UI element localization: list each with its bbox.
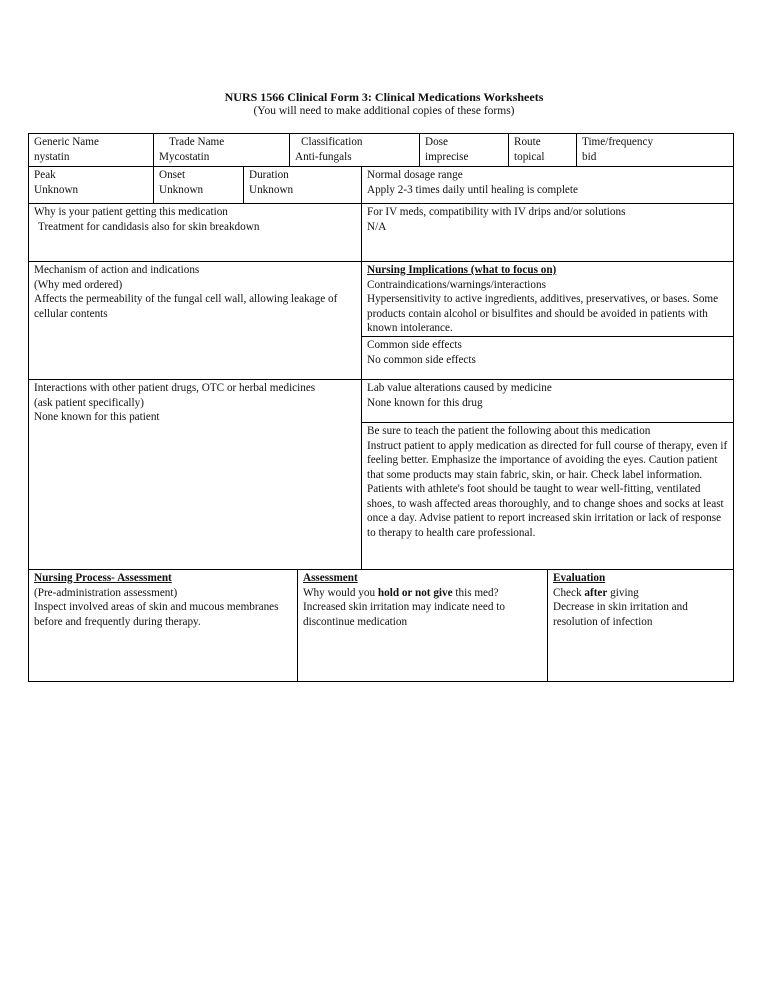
assessment-question bbox=[303, 586, 542, 601]
form-title: NURS 1566 Clinical Form 3: Clinical Medications Worksheets bbox=[224, 90, 544, 104]
evaluation-value: Decrease in skin irritation and resolution of infection bbox=[553, 601, 688, 628]
onset-label: Onset bbox=[159, 169, 186, 181]
peak-label: Peak bbox=[34, 169, 56, 181]
iv-compatibility-value: N/A bbox=[367, 220, 387, 233]
interactions-cell bbox=[29, 380, 362, 570]
lab-value-label: Lab value alterations caused by medicine bbox=[367, 382, 552, 394]
peak-cell bbox=[29, 167, 154, 204]
onset-value: Unknown bbox=[159, 183, 204, 196]
lab-value-value: None known for this drug bbox=[367, 396, 483, 409]
why-medication-cell bbox=[29, 204, 362, 262]
assessment-label: Assessment bbox=[303, 572, 358, 584]
duration-label: Duration bbox=[249, 169, 289, 181]
route-label: Route bbox=[514, 136, 541, 148]
iv-compatibility-label: For IV meds, compatibility with IV drips and/or solutions bbox=[367, 206, 626, 218]
generic-name-value: nystatin bbox=[34, 150, 70, 163]
trade-name-cell bbox=[154, 134, 290, 167]
duration-value: Unknown bbox=[249, 183, 294, 196]
why-medication-label: Why is your patient getting this medication bbox=[34, 206, 228, 218]
assessment-cell bbox=[298, 570, 548, 681]
dose-label: Dose bbox=[425, 136, 448, 148]
patient-teaching-value: Instruct patient to apply medication as directed for full course of therapy, even if feeling better. Emphasize the importance of avoiding the eyes. Caution patient that some products may stain fabric, skin, or hair. Check label information. Patients with athlete's foot should be taught to wear well-fitting, ventilated shoes, to wash affected areas thoroughly, and to change shoes and socks at least once a day. Advise patient to report increased skin irritation or lack of response to therapy to health care professional. bbox=[367, 439, 728, 539]
nursing-implications-label: Nursing Implications (what to focus on) bbox=[367, 264, 557, 276]
dose-cell bbox=[420, 134, 509, 167]
form-subtitle: (You will need to make additional copies of these forms) bbox=[253, 105, 515, 117]
interactions-sub-label: (ask patient specifically) bbox=[34, 396, 144, 409]
generic-name-label: Generic Name bbox=[34, 136, 99, 148]
evaluation-label: Evaluation bbox=[553, 572, 606, 584]
route-cell bbox=[509, 134, 577, 167]
time-frequency-value: bid bbox=[582, 150, 597, 163]
assessment-value: Increased skin irritation may indicate need to discontinue medication bbox=[303, 601, 505, 628]
evaluation-question-post: giving bbox=[607, 586, 639, 599]
evaluation-question-bold: after bbox=[584, 586, 608, 599]
side-effects-value: No common side effects bbox=[367, 353, 476, 366]
interactions-value: None known for this patient bbox=[34, 411, 160, 423]
mechanism-value: Affects the permeability of the fungal cell wall, allowing leakage of cellular contents bbox=[34, 293, 338, 320]
normal-dosage-cell bbox=[362, 167, 733, 204]
normal-dosage-value: Apply 2-3 times daily until healing is complete bbox=[367, 183, 578, 196]
time-frequency-label: Time/frequency bbox=[582, 136, 654, 148]
normal-dosage-label: Normal dosage range bbox=[367, 169, 463, 181]
nursing-process-cell bbox=[29, 570, 298, 681]
side-effects-label: Common side effects bbox=[367, 339, 462, 351]
patient-teaching-cell bbox=[362, 423, 733, 570]
mechanism-sub-label: (Why med ordered) bbox=[34, 278, 123, 291]
time-frequency-cell bbox=[577, 134, 733, 167]
peak-value: Unknown bbox=[34, 183, 79, 196]
mechanism-cell bbox=[29, 262, 362, 380]
contraindications-value: Hypersensitivity to active ingredients, additives, preservatives, or bases. Some products contain alcohol or bisulfites and should be avoided in patients with known intolerance. bbox=[367, 293, 719, 334]
route-value: topical bbox=[514, 150, 545, 163]
side-effects-cell bbox=[362, 337, 733, 380]
trade-name-label: Trade Name bbox=[169, 136, 225, 148]
nursing-process-label: Nursing Process- Assessment bbox=[34, 572, 172, 584]
nursing-process-value: Inspect involved areas of skin and mucous membranes before and frequently during therapy. bbox=[34, 601, 279, 628]
assessment-question-pre: Why would you bbox=[303, 586, 378, 599]
patient-teaching-label: Be sure to teach the patient the following about this medication bbox=[367, 425, 651, 437]
contraindications-label: Contraindications/warnings/interactions bbox=[367, 278, 546, 291]
onset-cell bbox=[154, 167, 244, 204]
trade-name-value: Mycostatin bbox=[159, 150, 210, 163]
nursing-implications-cell bbox=[362, 262, 733, 337]
assessment-question-post: this med? bbox=[452, 586, 499, 599]
lab-value-cell bbox=[362, 380, 733, 423]
classification-value: Anti-fungals bbox=[295, 150, 352, 163]
interactions-label: Interactions with other patient drugs, OTC or herbal medicines bbox=[34, 382, 316, 394]
assessment-question-bold: hold or not give bbox=[377, 586, 453, 599]
classification-label: Classification bbox=[301, 136, 363, 148]
iv-compatibility-cell bbox=[362, 204, 733, 262]
mechanism-label: Mechanism of action and indications bbox=[34, 264, 200, 276]
duration-cell bbox=[244, 167, 362, 204]
evaluation-cell bbox=[548, 570, 733, 681]
why-medication-value: Treatment for candidasis also for skin breakdown bbox=[38, 220, 260, 233]
nursing-process-sub-label: (Pre-administration assessment) bbox=[34, 586, 178, 599]
medication-worksheet-form bbox=[28, 133, 734, 682]
evaluation-question-pre: Check bbox=[553, 586, 585, 599]
evaluation-question bbox=[553, 586, 728, 601]
classification-cell bbox=[290, 134, 420, 167]
dose-value: imprecise bbox=[425, 150, 469, 163]
generic-name-cell bbox=[29, 134, 154, 167]
